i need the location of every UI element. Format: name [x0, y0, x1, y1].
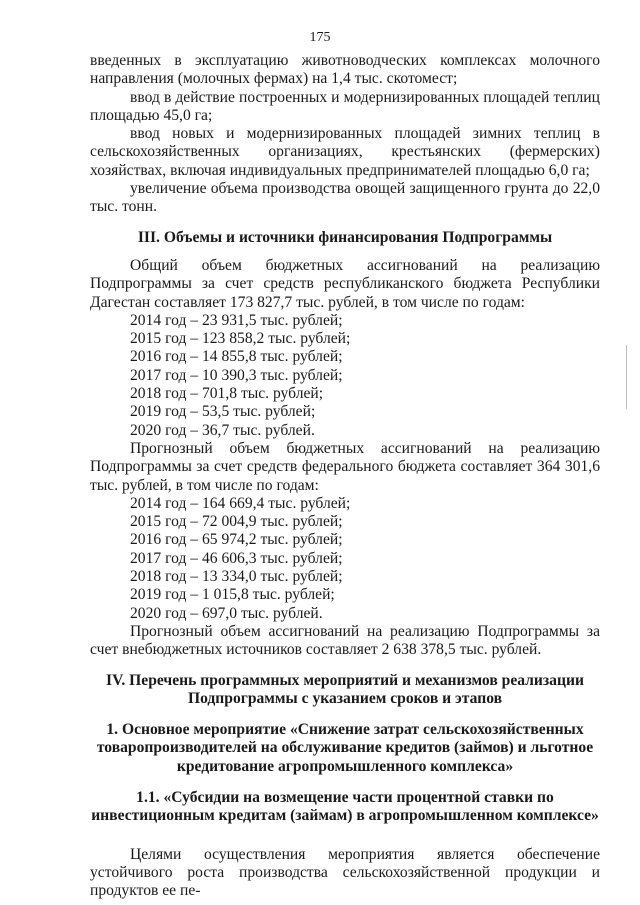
page-body: [90, 52, 600, 900]
heading-line: 1.1. «Субсидии на возмещение части процентной ставки по: [136, 788, 554, 806]
subsection-1-heading: [90, 721, 600, 776]
federal-year-item: 2014 год – 164 669,4 тыс. рублей;: [130, 494, 351, 512]
intro-item: ввод в действие построенных и модернизированных площадей теплиц площадью 45,0 га;: [90, 88, 600, 124]
goals-paragraph: Целями осуществления мероприятия является обеспечение устойчивого роста производства сельскохозяйственной продукции и продуктов ее пе-: [90, 845, 600, 900]
section-4-heading: [90, 672, 600, 709]
federal-year-item: 2018 год – 13 334,0 тыс. рублей;: [130, 568, 343, 586]
regional-year-item: 2015 год – 123 858,2 тыс. рублей;: [130, 330, 351, 348]
heading-line: инвестиционным кредитам (займам) в агропромышленном комплексе»: [91, 807, 599, 825]
regional-year-item: 2019 год – 53,5 тыс. рублей;: [130, 403, 316, 421]
regional-year-item: 2014 год – 23 931,5 тыс. рублей;: [130, 311, 343, 329]
regional-year-item: 2016 год – 14 855,8 тыс. рублей;: [130, 348, 343, 366]
federal-year-item: 2017 год – 46 606,3 тыс. рублей;: [130, 549, 343, 567]
regional-year-item: 2017 год – 10 390,3 тыс. рублей;: [130, 366, 343, 384]
intro-continuation: введенных в эксплуатацию животноводческих комплексах молочного направления (молочных фермах) на 1,4 тыс. скотомест;: [90, 52, 600, 88]
heading-line: Подпрограммы с указанием сроков и этапов: [187, 689, 503, 707]
intro-item: увеличение объема производства овощей защищенного грунта до 22,0 тыс. тонн.: [90, 180, 600, 216]
page-number: 175: [309, 30, 331, 45]
heading-line: 1. Основное мероприятие «Снижение затрат сельскохозяйственных: [106, 721, 584, 739]
intro-item: ввод новых и модернизированных площадей зимних теплиц в сельскохозяйственных организациях, крестьянских (фермерских) хозяйствах, включая индивидуальных предпринимателей площадью 6,0 га;: [90, 125, 600, 179]
subsection-1-1-heading: [90, 789, 600, 826]
regional-year-item: 2018 год – 701,8 тыс. рублей;: [130, 385, 324, 403]
federal-year-item: 2016 год – 65 974,2 тыс. рублей;: [130, 531, 343, 549]
federal-year-item: 2020 год – 697,0 тыс. рублей.: [130, 604, 323, 622]
heading-line: товаропроизводителей на обслуживание кредитов (займов) и льготное: [96, 739, 594, 757]
scan-artifact-line: [626, 345, 627, 409]
federal-budget-paragraph: Прогнозный объем бюджетных ассигнований на реализацию Подпрограммы за счет средств федерального бюджета составляет 364 301,6 тыс. рублей, в том числе по годам:: [90, 439, 600, 494]
regional-budget-paragraph: Общий объем бюджетных ассигнований на реализацию Подпрограммы за счет средств республиканского бюджета Республики Дагестан составляет 173 827,7 тыс. рублей, в том числе по годам:: [90, 256, 600, 311]
regional-year-item: 2020 год – 36,7 тыс. рублей.: [130, 421, 315, 439]
heading-line: кредитование агропромышленного комплекса»: [176, 757, 514, 775]
offbudget-paragraph: Прогнозный объем ассигнований на реализацию Подпрограммы за счет внебюджетных источников составляет 2 638 378,5 тыс. рублей.: [90, 622, 600, 659]
heading-line: IV. Перечень программных мероприятий и механизмов реализации: [106, 671, 584, 689]
section-3-heading: III. Объемы и источники финансирования Подпрограммы: [137, 228, 553, 246]
federal-year-item: 2019 год – 1 015,8 тыс. рублей;: [130, 586, 335, 604]
federal-year-item: 2015 год – 72 004,9 тыс. рублей;: [130, 513, 343, 531]
